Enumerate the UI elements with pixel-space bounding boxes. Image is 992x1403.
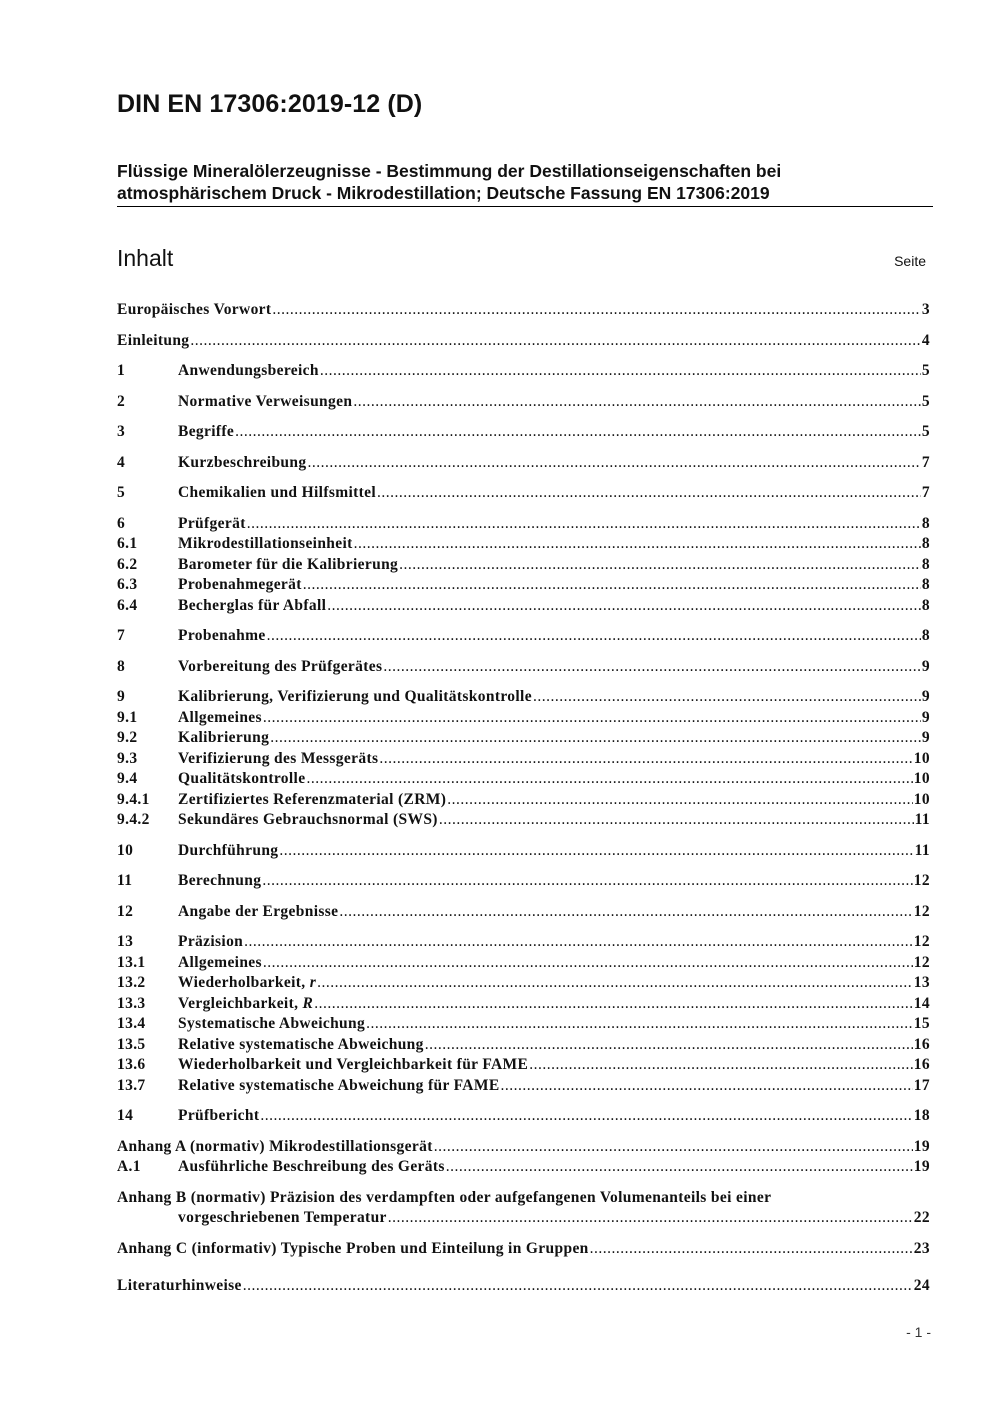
toc-entry-title: Qualitätskontrolle [178, 770, 306, 787]
toc-entry[interactable] [117, 626, 930, 647]
toc-entry[interactable] [117, 300, 930, 321]
toc-leader-dots [306, 769, 912, 790]
toc-entry-title: Kalibrierung [178, 729, 270, 746]
page-number: - 1 - [906, 1324, 931, 1340]
toc-entry-title: Systematische Abweichung [178, 1015, 366, 1032]
toc-entry[interactable] [117, 1035, 930, 1056]
toc-entry-number: 13.5 [117, 1035, 146, 1053]
toc-entry[interactable] [117, 749, 930, 770]
toc-entry[interactable] [117, 769, 930, 790]
toc-leader-dots [353, 392, 921, 413]
toc-entry-number: 9.4.2 [117, 811, 150, 828]
toc-entry[interactable] [117, 932, 930, 953]
toc-entry[interactable] [117, 1239, 930, 1260]
toc-entry-number: 9.1 [117, 708, 138, 726]
toc-entry[interactable] [117, 534, 930, 555]
toc-entry-page: 11 [914, 811, 930, 828]
toc-entry-number: 13.7 [117, 1076, 146, 1094]
toc-leader-dots [247, 514, 921, 535]
toc-entry-number: 13.1 [117, 953, 146, 971]
toc-leader-dots [327, 596, 921, 617]
toc-entry-title: Anhang A (normativ) Mikrodestillationsgerät [117, 1137, 433, 1155]
toc-entry-title: Allgemeines [178, 953, 262, 971]
toc-entry-number: 6.4 [117, 596, 138, 614]
toc-leader-dots [366, 1014, 913, 1035]
toc-entry-page: 4 [921, 331, 930, 349]
toc-leader-dots [243, 1276, 913, 1297]
toc-leader-dots [590, 1239, 913, 1260]
toc-leader-dots [501, 1076, 913, 1097]
toc-entry-title: Barometer für die Kalibrierung [178, 555, 399, 573]
toc-entry-number: 13.6 [117, 1056, 146, 1073]
toc-entry-page: 17 [913, 1076, 930, 1094]
toc-entry-title: Relative systematische Abweichung [178, 1035, 424, 1053]
toc-entry[interactable] [117, 1076, 930, 1097]
toc-entry-title: Präzision [178, 933, 244, 950]
toc-leader-dots [270, 728, 921, 749]
toc-entry-title: Prüfgerät [178, 514, 246, 532]
toc-entry[interactable] [117, 953, 930, 974]
toc-leader-dots [533, 687, 921, 708]
toc-entry[interactable] [117, 790, 930, 811]
toc-entry-title: Begriffe [178, 423, 235, 440]
toc-leader-dots [263, 953, 913, 974]
toc-leader-dots [262, 871, 912, 892]
toc-entry-number: 11 [117, 872, 133, 889]
toc-heading: Inhalt [117, 245, 174, 271]
toc-entry[interactable] [117, 361, 930, 382]
toc-leader-dots [267, 626, 921, 647]
toc-entry-page: 16 [913, 1035, 930, 1053]
toc-entry-title: Berechnung [178, 872, 262, 889]
toc-entry-number: 9.3 [117, 749, 138, 767]
toc-entry-title: Chemikalien und Hilfsmittel [178, 484, 377, 501]
toc-entry-number: 6.3 [117, 576, 138, 593]
toc-entry[interactable] [117, 994, 930, 1015]
toc-leader-dots [529, 1055, 913, 1076]
toc-entry-page: 8 [921, 514, 930, 532]
toc-entry-title: Vergleichbarkeit, R [178, 994, 314, 1012]
toc-entry-title: Kalibrierung, Verifizierung und Qualitätskontrolle [178, 688, 532, 705]
toc-entry[interactable] [117, 728, 930, 749]
toc-entry-title: Anhang B (normativ) Präzision des verdampften oder aufgefangenen Volumenanteils bei einer [117, 1188, 772, 1206]
toc-entry[interactable] [117, 871, 930, 892]
toc-entry-title: Anwendungsbereich [178, 362, 319, 379]
toc-entry-title: Angabe der Ergebnisse [178, 902, 339, 920]
toc-entry-title-continued: vorgeschriebenen Temperatur [178, 1209, 387, 1226]
toc-entry-page: 5 [921, 392, 930, 410]
toc-entry-title: Europäisches Vorwort [117, 301, 272, 318]
toc-entry-page: 10 [913, 790, 930, 808]
toc-leader-dots [272, 300, 920, 321]
toc-entry-title: Prüfbericht [178, 1107, 260, 1124]
toc-entry-title: Verifizierung des Messgeräts [178, 749, 379, 767]
toc-entry-page: 15 [913, 1015, 930, 1032]
toc-entry-title: Vorbereitung des Prüfgerätes [178, 657, 383, 675]
toc-entry[interactable] [117, 453, 930, 474]
toc-entry-title: Kurzbeschreibung [178, 453, 307, 471]
toc-entry[interactable] [117, 841, 930, 862]
toc-entry-number: 4 [117, 453, 126, 471]
toc-entry-title: Normative Verweisungen [178, 392, 353, 410]
toc-entry-page: 22 [913, 1209, 930, 1226]
toc-entry[interactable] [117, 973, 930, 994]
toc-entry[interactable] [117, 1014, 930, 1035]
toc-leader-dots [446, 1157, 913, 1178]
toc-leader-dots [379, 749, 912, 770]
toc-entry-page: 8 [921, 535, 930, 552]
toc-entry[interactable] [117, 902, 930, 923]
toc-leader-dots [377, 483, 921, 504]
toc-leader-dots [434, 1137, 913, 1158]
title-divider [117, 206, 933, 207]
toc-entry[interactable] [117, 483, 930, 504]
toc-entry-page: 9 [921, 708, 930, 726]
toc-entry-page: 11 [914, 841, 930, 859]
toc-leader-dots [354, 534, 921, 555]
toc-entry-title: Einleitung [117, 331, 190, 349]
toc-entry-number: 6.2 [117, 555, 138, 573]
toc-entry[interactable] [117, 555, 930, 576]
toc-entry-number: 1 [117, 362, 126, 379]
toc-leader-dots [235, 422, 921, 443]
document-title: Flüssige Mineralölerzeugnisse - Bestimmung der Destillationseigenschaften bei atmosphärischem Druck - Mikrodestillation; Deutsche Fassung EN 17306:2019 [117, 161, 782, 203]
toc-entry-title: Relative systematische Abweichung für FAME [178, 1076, 500, 1094]
toc-leader-dots [260, 1106, 912, 1127]
toc-entry[interactable] [117, 810, 930, 831]
toc-entry[interactable] [117, 575, 930, 596]
toc-entry[interactable] [117, 1106, 930, 1127]
toc-entry-number: 7 [117, 627, 126, 644]
toc-entry-number: 2 [117, 392, 126, 410]
toc-entry-number: 10 [117, 841, 134, 859]
toc-entry[interactable] [117, 1276, 930, 1297]
toc-entry-page: 3 [921, 301, 930, 318]
toc-entry-page: 13 [913, 974, 930, 991]
toc-entry-page: 7 [921, 484, 930, 501]
toc-entry-number: 8 [117, 657, 126, 675]
toc-entry-number: 13.4 [117, 1015, 146, 1032]
toc-leader-dots [190, 331, 920, 352]
toc-entry-page: 18 [913, 1107, 930, 1124]
toc-entry-number: A.1 [117, 1158, 141, 1175]
toc-entry-title: Sekundäres Gebrauchsnormal (SWS) [178, 811, 438, 828]
toc-entry-page: 8 [921, 555, 930, 573]
toc-entry-page: 12 [913, 902, 930, 920]
toc-entry-title: Becherglas für Abfall [178, 596, 327, 614]
toc-leader-dots [447, 790, 913, 811]
toc-leader-dots [388, 1208, 913, 1229]
toc-entry-page: 12 [913, 933, 930, 950]
toc-entry-number: 5 [117, 484, 126, 501]
table-of-contents [117, 300, 930, 1297]
toc-leader-dots [399, 555, 921, 576]
toc-entry-title: Wiederholbarkeit und Vergleichbarkeit für FAME [178, 1056, 529, 1073]
toc-leader-dots [425, 1035, 913, 1056]
toc-entry[interactable] [117, 596, 930, 617]
toc-entry[interactable] [117, 422, 930, 443]
toc-entry-title: Probenahme [178, 627, 266, 644]
toc-entry-title: Mikrodestillationseinheit [178, 535, 353, 552]
toc-entry[interactable] [117, 687, 930, 708]
toc-leader-dots [339, 902, 912, 923]
toc-entry-page: 19 [913, 1158, 930, 1175]
toc-entry-page: 10 [913, 770, 930, 787]
toc-entry[interactable] [117, 1188, 930, 1229]
toc-entry-title: Anhang C (informativ) Typische Proben und Einteilung in Gruppen [117, 1239, 589, 1257]
toc-entry-number: 9.2 [117, 729, 138, 746]
toc-entry-page: 8 [921, 596, 930, 614]
toc-entry-page: 7 [921, 453, 930, 471]
toc-leader-dots [383, 657, 921, 678]
toc-entry-number: 9 [117, 688, 126, 705]
toc-entry[interactable] [117, 1137, 930, 1158]
toc-entry[interactable] [117, 708, 930, 729]
toc-leader-dots [307, 453, 920, 474]
toc-entry-number: 13.3 [117, 994, 146, 1012]
toc-entry-page: 24 [913, 1277, 930, 1294]
toc-leader-dots [303, 575, 921, 596]
toc-entry-page: 23 [913, 1239, 930, 1257]
toc-entry-page: 5 [921, 362, 930, 379]
toc-entry-number: 13 [117, 933, 134, 950]
toc-entry[interactable] [117, 1157, 930, 1178]
toc-entry-title: Zertifiziertes Referenzmaterial (ZRM) [178, 790, 447, 808]
toc-entry-number: 9.4 [117, 770, 138, 787]
toc-leader-dots [439, 810, 914, 831]
toc-entry-title: Wiederholbarkeit, r [178, 974, 317, 991]
toc-entry-page: 9 [921, 657, 930, 675]
document-id: DIN EN 17306:2019-12 (D) [117, 90, 423, 118]
toc-entry-page: 12 [913, 872, 930, 889]
toc-entry-page: 12 [913, 953, 930, 971]
toc-leader-dots [317, 973, 913, 994]
toc-entry-page: 10 [913, 749, 930, 767]
toc-entry-title: Probenahmegerät [178, 576, 302, 593]
toc-leader-dots [279, 841, 913, 862]
toc-entry[interactable] [117, 1055, 930, 1076]
toc-entry-page: 14 [913, 994, 930, 1012]
toc-leader-dots [263, 708, 921, 729]
toc-entry-title: Allgemeines [178, 708, 262, 726]
toc-leader-dots [314, 994, 913, 1015]
toc-entry-number: 6.1 [117, 535, 138, 552]
toc-entry-page: 19 [913, 1137, 930, 1155]
toc-entry-number: 9.4.1 [117, 790, 150, 808]
toc-entry-title: Literaturhinweise [117, 1277, 242, 1294]
toc-entry-number: 12 [117, 902, 134, 920]
toc-entry-number: 14 [117, 1107, 134, 1124]
toc-entry-number: 13.2 [117, 974, 146, 991]
toc-entry-page: 8 [921, 576, 930, 593]
toc-entry-title: Durchführung [178, 841, 279, 859]
toc-entry-number: 6 [117, 514, 126, 532]
toc-entry[interactable] [117, 392, 930, 413]
toc-leader-dots [320, 361, 921, 382]
toc-page-label: Seite [894, 253, 926, 269]
toc-entry[interactable] [117, 331, 930, 352]
toc-entry-page: 9 [921, 688, 930, 705]
toc-entry-page: 9 [921, 729, 930, 746]
toc-entry-page: 8 [921, 627, 930, 644]
toc-entry-title: Ausführliche Beschreibung des Geräts [178, 1158, 445, 1175]
toc-entry-page: 16 [913, 1056, 930, 1073]
toc-entry[interactable] [117, 657, 930, 678]
toc-entry-page: 5 [921, 423, 930, 440]
toc-entry[interactable] [117, 514, 930, 535]
toc-leader-dots [244, 932, 913, 953]
toc-entry-number: 3 [117, 423, 126, 440]
